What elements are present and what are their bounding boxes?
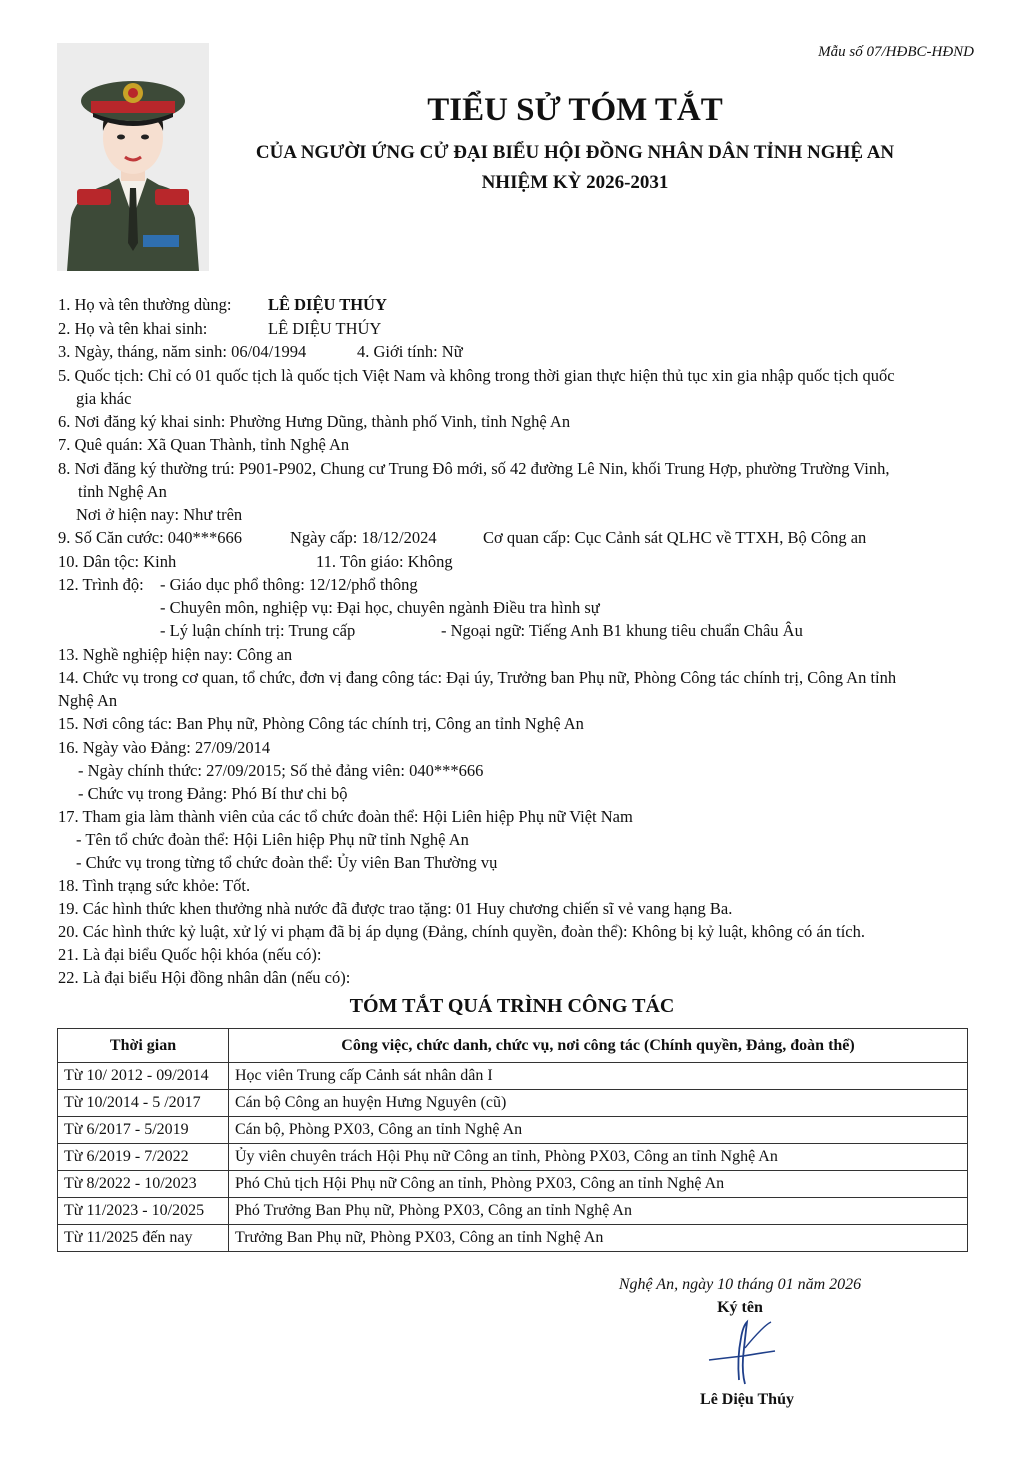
table-cell-period: Từ 6/2019 - 7/2022 [58, 1144, 229, 1171]
bio-item-national-assembly: 21. Là đại biểu Quốc hội khóa (nếu có): [58, 945, 322, 964]
bio-label: 2. Họ và tên khai sinh: [58, 319, 208, 338]
bio-item-religion: 11. Tôn giáo: Không [316, 552, 453, 571]
table-row [58, 1063, 968, 1090]
bio-item-general-education: - Giáo dục phổ thông: 12/12/phổ thông [160, 575, 418, 594]
column-header-period: Thời gian [58, 1029, 229, 1063]
table-cell-duty: Cán bộ, Phòng PX03, Công an tỉnh Nghệ An [229, 1117, 968, 1144]
bio-item-id-date: Ngày cấp: 18/12/2024 [290, 528, 437, 547]
document-subtitle: CỦA NGƯỜI ỨNG CỬ ĐẠI BIỂU HỘI ĐỒNG NHÂN DÂN TỈNH NGHỆ AN [255, 142, 895, 163]
bio-item-nationality: 5. Quốc tịch: Chỉ có 01 quốc tịch là quốc tịch Việt Nam và không trong thời gian thực hiện thủ tục xin gia nhập quốc tịch quốc [58, 366, 895, 385]
bio-item-birth-name [58, 319, 382, 339]
table-row [58, 1198, 968, 1225]
table-cell-period: Từ 11/2025 đến nay [58, 1225, 229, 1252]
bio-item-common-name [58, 295, 387, 315]
table-cell-period: Từ 10/ 2012 - 09/2014 [58, 1063, 229, 1090]
signature-label: Ký tên [717, 1299, 763, 1316]
bio-item-awards: 19. Các hình thức khen thưởng nhà nước đã được trao tặng: 01 Huy chương chiến sĩ vẻ vang hạng Ba. [58, 899, 733, 918]
bio-item-workplace: 15. Nơi công tác: Ban Phụ nữ, Phòng Công tác chính trị, Công an tỉnh Nghệ An [58, 714, 584, 733]
bio-item-residence-cont: tỉnh Nghệ An [78, 482, 167, 501]
bio-value: LÊ DIỆU THÚY [268, 319, 382, 338]
table-cell-duty: Trưởng Ban Phụ nữ, Phòng PX03, Công an tỉnh Nghệ An [229, 1225, 968, 1252]
bio-item-position-cont: Nghệ An [58, 691, 118, 710]
form-code: Mẫu số 07/HĐBC-HĐND [818, 44, 974, 60]
portrait-photo [57, 43, 209, 271]
bio-item-peoples-council: 22. Là đại biểu Hội đồng nhân dân (nếu có): [58, 968, 351, 987]
bio-item-organizations: 17. Tham gia làm thành viên của các tổ chức đoàn thể: Hội Liên hiệp Phụ nữ Việt Nam [58, 807, 633, 826]
bio-item-party-official: - Ngày chính thức: 27/09/2015; Số thẻ đảng viên: 040***666 [78, 761, 484, 780]
work-history-title: TÓM TẮT QUÁ TRÌNH CÔNG TÁC [349, 995, 675, 1017]
table-cell-duty: Học viên Trung cấp Cảnh sát nhân dân I [229, 1063, 968, 1090]
column-header-duties: Công việc, chức danh, chức vụ, nơi công tác (Chính quyền, Đảng, đoàn thể) [229, 1029, 968, 1063]
term-line: NHIỆM KỲ 2026-2031 [481, 172, 669, 193]
bio-item-party-date: 16. Ngày vào Đảng: 27/09/2014 [58, 738, 271, 757]
signature-date: Nghệ An, ngày 10 tháng 01 năm 2026 [618, 1276, 862, 1293]
table-row [58, 1171, 968, 1198]
table-cell-duty: Ủy viên chuyên trách Hội Phụ nữ Công an tỉnh, Phòng PX03, Công an tỉnh Nghệ An [229, 1144, 968, 1171]
table-header-row [58, 1029, 968, 1063]
table-cell-duty: Cán bộ Công an huyện Hưng Nguyên (cũ) [229, 1090, 968, 1117]
table-row [58, 1144, 968, 1171]
bio-item-foreign-language: - Ngoại ngữ: Tiếng Anh B1 khung tiêu chuẩn Châu Âu [441, 621, 803, 640]
bio-item-political-theory: - Lý luận chính trị: Trung cấp [160, 621, 356, 640]
bio-item-discipline: 20. Các hình thức kỷ luật, xử lý vi phạm đã bị áp dụng (Đảng, chính quyền, đoàn thể): Không bị kỷ luật, không có án tích. [58, 922, 865, 941]
bio-item-health: 18. Tình trạng sức khỏe: Tốt. [58, 876, 251, 895]
bio-item-position: 14. Chức vụ trong cơ quan, tổ chức, đơn vị đang công tác: Đại úy, Trưởng ban Phụ nữ, Phòng Công tác chính trị, Công An tỉnh [58, 668, 897, 687]
bio-item-ethnicity: 10. Dân tộc: Kinh [58, 552, 177, 571]
table-cell-period: Từ 10/2014 - 5 /2017 [58, 1090, 229, 1117]
bio-item-hometown: 7. Quê quán: Xã Quan Thành, tỉnh Nghệ An [58, 435, 350, 454]
document-title: TIỂU SỬ TÓM TẮT [427, 92, 723, 128]
bio-item-organization-position: - Chức vụ trong từng tổ chức đoàn thể: Ủy viên Ban Thường vụ [76, 853, 498, 872]
signature-name: Lê Diệu Thúy [700, 1391, 794, 1408]
table-cell-duty: Phó Trưởng Ban Phụ nữ, Phòng PX03, Công an tỉnh Nghệ An [229, 1198, 968, 1225]
handwritten-signature [695, 1318, 785, 1388]
bio-item-id-number: 9. Số Căn cước: 040***666 [58, 528, 243, 547]
table-cell-duty: Phó Chủ tịch Hội Phụ nữ Công an tỉnh, Phòng PX03, Công an tỉnh Nghệ An [229, 1171, 968, 1198]
bio-item-occupation: 13. Nghề nghiệp hiện nay: Công an [58, 645, 293, 664]
bio-item-id-issuer: Cơ quan cấp: Cục Cảnh sát QLHC về TTXH, Bộ Công an [483, 528, 867, 547]
bio-item-education-label: 12. Trình độ: [58, 575, 144, 594]
table-row [58, 1117, 968, 1144]
table-cell-period: Từ 6/2017 - 5/2019 [58, 1117, 229, 1144]
table-cell-period: Từ 8/2022 - 10/2023 [58, 1171, 229, 1198]
bio-item-specialization: - Chuyên môn, nghiệp vụ: Đại học, chuyên ngành Điều tra hình sự [160, 598, 600, 617]
bio-item-party-position: - Chức vụ trong Đảng: Phó Bí thư chi bộ [78, 784, 348, 803]
bio-item-birth-registration: 6. Nơi đăng ký khai sinh: Phường Hưng Dũng, thành phố Vinh, tỉnh Nghệ An [58, 412, 571, 431]
work-history-table [57, 1028, 968, 1252]
bio-item-organization-name: - Tên tổ chức đoàn thể: Hội Liên hiệp Phụ nữ tỉnh Nghệ An [76, 830, 469, 849]
table-cell-period: Từ 11/2023 - 10/2025 [58, 1198, 229, 1225]
bio-item-residence: 8. Nơi đăng ký thường trú: P901-P902, Chung cư Trung Đô mới, số 42 đường Lê Nin, khối Trung Hợp, phường Trường Vinh, [58, 459, 890, 478]
bio-item-current-address: Nơi ở hiện nay: Như trên [76, 505, 243, 524]
bio-label: 1. Họ và tên thường dùng: [58, 295, 232, 314]
table-row [58, 1225, 968, 1252]
table-row [58, 1090, 968, 1117]
bio-item-birthdate: 3. Ngày, tháng, năm sinh: 06/04/1994 [58, 342, 307, 361]
bio-item-gender: 4. Giới tính: Nữ [357, 342, 463, 361]
bio-item-nationality-cont: gia khác [76, 389, 132, 408]
bio-value: LÊ DIỆU THÚY [268, 295, 387, 314]
